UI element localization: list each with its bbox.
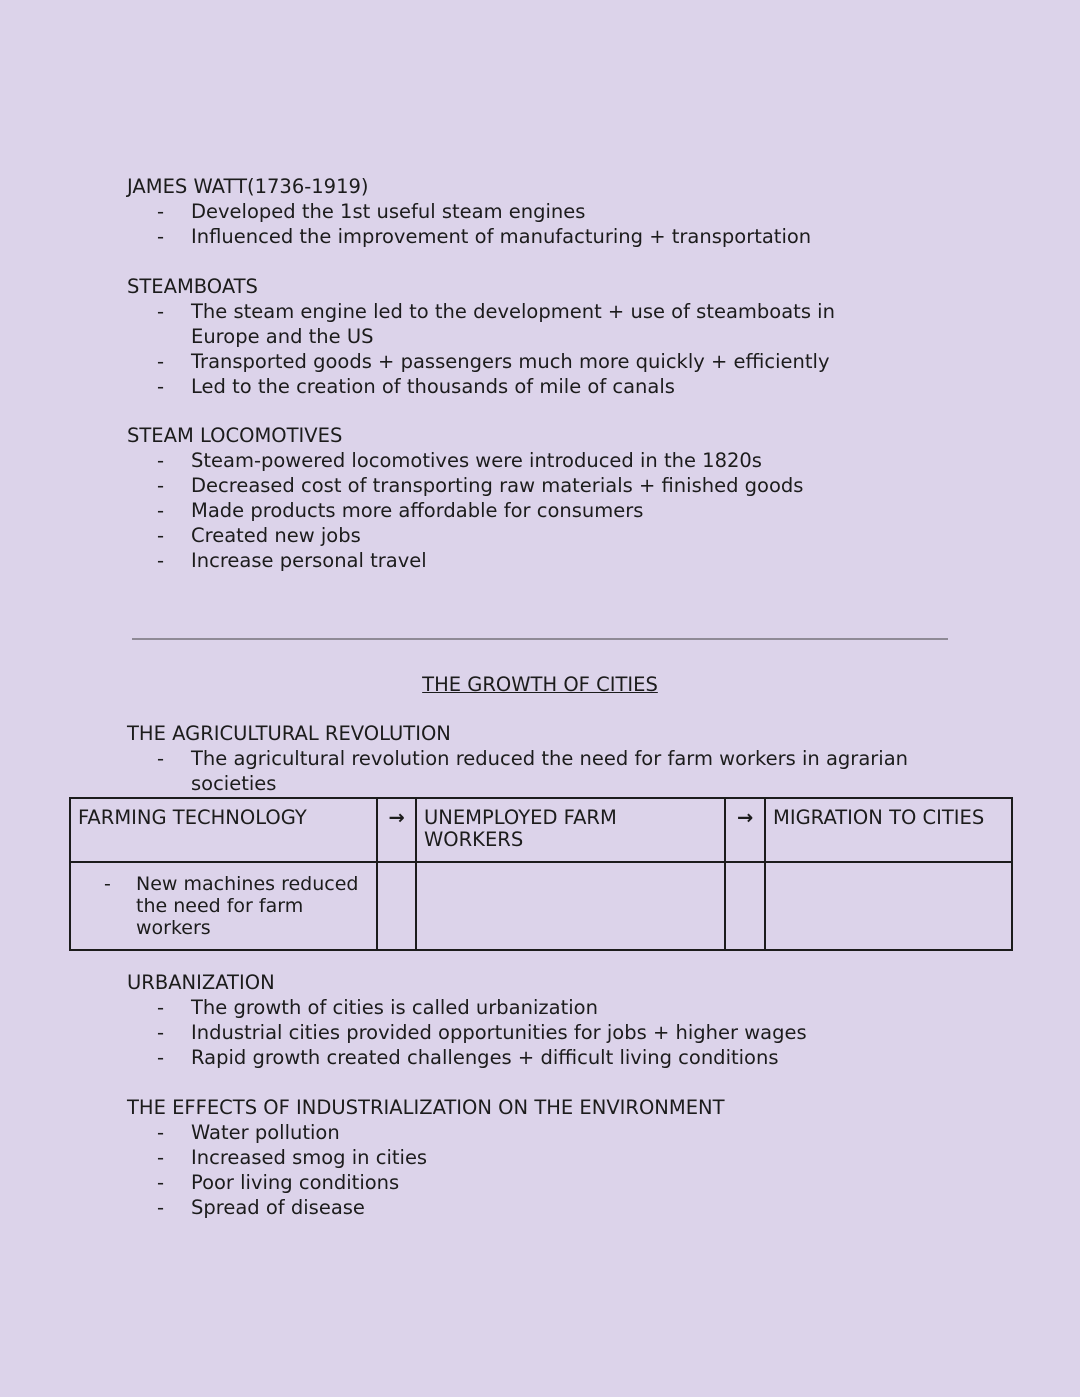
dash-marker: - (157, 1146, 165, 1169)
item-text: Increase personal travel (191, 549, 427, 572)
dash-marker: - (157, 499, 165, 522)
dash-marker: - (157, 549, 165, 572)
item-text: Rapid growth created challenges + difficult living conditions (191, 1046, 779, 1069)
item-text: Poor living conditions (191, 1171, 400, 1194)
item-text: Water pollution (191, 1121, 340, 1144)
dash-marker: - (157, 474, 165, 497)
list-item (127, 448, 987, 473)
list-item (127, 498, 987, 523)
dash-marker: - (157, 747, 165, 770)
dash-marker: - (157, 1121, 165, 1144)
item-text: Increased smog in cities (191, 1146, 428, 1169)
section-heading: JAMES WATT(1736-1919) (127, 175, 369, 198)
arrow-icon: → (377, 798, 416, 862)
list-item (71, 873, 369, 939)
bullet-list (127, 746, 987, 796)
item-text: Made products more affordable for consumers (191, 499, 644, 522)
list-item (127, 1020, 987, 1045)
dash-marker: - (157, 200, 165, 223)
section-environment-effects (127, 1095, 987, 1220)
item-text: Transported goods + passengers much more quickly + efficiently (191, 350, 830, 373)
table-header-row (70, 798, 1012, 862)
section-urbanization (127, 970, 987, 1070)
item-text: Steam-powered locomotives were introduced in the 1820s (191, 449, 762, 472)
dash-marker: - (157, 1196, 165, 1219)
arrow-icon: → (725, 798, 765, 862)
table-cell (765, 862, 1012, 950)
item-text: Led to the creation of thousands of mile of canals (191, 375, 675, 398)
bullet-list (127, 299, 927, 399)
dash-marker: - (157, 524, 165, 547)
dash-marker: - (157, 449, 165, 472)
divider-line (132, 638, 948, 640)
list-item (127, 349, 927, 374)
dash-marker: - (104, 873, 111, 895)
item-text: Industrial cities provided opportunities for jobs + higher wages (191, 1021, 807, 1044)
list-item (127, 995, 987, 1020)
list-item (127, 548, 987, 573)
dash-marker: - (157, 350, 165, 373)
header-unemployed-farm-workers: UNEMPLOYED FARM WORKERS (416, 798, 725, 862)
dash-marker: - (157, 1171, 165, 1194)
section-heading: THE AGRICULTURAL REVOLUTION (127, 722, 451, 745)
table-cell (725, 862, 765, 950)
table-cell (377, 862, 416, 950)
item-text: The growth of cities is called urbanization (191, 996, 598, 1019)
dash-marker: - (157, 375, 165, 398)
list-item (127, 473, 987, 498)
dash-marker: - (157, 1046, 165, 1069)
bullet-list (127, 995, 987, 1070)
dash-marker: - (157, 300, 165, 323)
table-row (70, 862, 1012, 950)
list-item (127, 1120, 987, 1145)
item-text: Decreased cost of transporting raw materials + finished goods (191, 474, 804, 497)
list-item (127, 224, 987, 249)
item-text: Spread of disease (191, 1196, 365, 1219)
bullet-list (127, 199, 987, 249)
bullet-list (127, 1120, 987, 1220)
section-agricultural-revolution (127, 721, 987, 796)
table-cell (70, 862, 377, 950)
table-cell (416, 862, 725, 950)
list-item (127, 199, 987, 224)
item-text: New machines reduced the need for farm workers (136, 873, 359, 939)
list-item (127, 523, 987, 548)
item-text: The steam engine led to the development + use of steamboats in Europe and the US (191, 300, 835, 348)
flow-table (69, 797, 1013, 951)
item-text: Created new jobs (191, 524, 361, 547)
section-heading: STEAMBOATS (127, 275, 258, 298)
bullet-list (127, 448, 987, 573)
list-item (127, 299, 871, 349)
list-item (127, 1045, 987, 1070)
page-title: THE GROWTH OF CITIES (422, 673, 658, 696)
list-item (127, 374, 927, 399)
cell-list (78, 873, 369, 939)
list-item (127, 1195, 987, 1220)
list-item (127, 1145, 987, 1170)
section-heading: THE EFFECTS OF INDUSTRIALIZATION ON THE ENVIRONMENT (127, 1096, 725, 1119)
section-heading: STEAM LOCOMOTIVES (127, 424, 343, 447)
header-farming-technology: FARMING TECHNOLOGY (70, 798, 377, 862)
section-steam-locomotives (127, 423, 987, 573)
item-text: Influenced the improvement of manufacturing + transportation (191, 225, 812, 248)
dash-marker: - (157, 1021, 165, 1044)
section-steamboats (127, 274, 987, 399)
section-heading: URBANIZATION (127, 971, 275, 994)
header-migration-to-cities: MIGRATION TO CITIES (765, 798, 1012, 862)
list-item (127, 746, 951, 796)
dash-marker: - (157, 996, 165, 1019)
section-james-watt (127, 174, 987, 249)
list-item (127, 1170, 987, 1195)
item-text: The agricultural revolution reduced the need for farm workers in agrarian societies (191, 747, 909, 795)
item-text: Developed the 1st useful steam engines (191, 200, 586, 223)
dash-marker: - (157, 225, 165, 248)
